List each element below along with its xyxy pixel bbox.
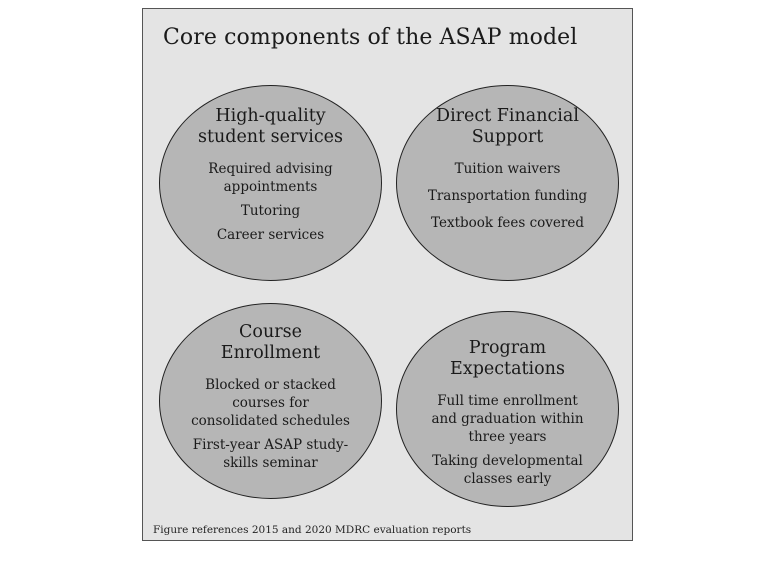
component-circle-financial-support <box>396 85 619 281</box>
component-item: Taking developmental classes early <box>432 453 583 487</box>
component-heading: High-quality student services <box>197 106 344 147</box>
component-item: Tutoring <box>240 203 301 219</box>
component-item: Required advising appointments <box>208 161 333 195</box>
component-heading: Direct Financial Support <box>436 106 579 147</box>
component-item: Textbook fees covered <box>431 215 584 231</box>
component-heading: Course Enrollment <box>220 322 321 363</box>
component-item: Career services <box>216 227 325 243</box>
component-item: Transportation funding <box>427 188 588 204</box>
diagram-panel <box>142 8 633 541</box>
component-item: Blocked or stacked courses for consolidated schedules <box>191 377 350 429</box>
component-item: First-year ASAP study-skills seminar <box>192 437 349 471</box>
diagram-title: Core components of the ASAP model <box>163 25 578 50</box>
component-circle-program-expectations <box>396 311 619 507</box>
component-heading: Program Expectations <box>450 338 565 379</box>
component-circle-course-enrollment <box>159 303 382 499</box>
component-circle-student-services <box>159 85 382 281</box>
component-item: Full time enrollment and graduation within three years <box>431 393 584 445</box>
figure-caption: Figure references 2015 and 2020 MDRC evaluation reports <box>153 524 472 536</box>
component-item: Tuition waivers <box>454 161 561 177</box>
